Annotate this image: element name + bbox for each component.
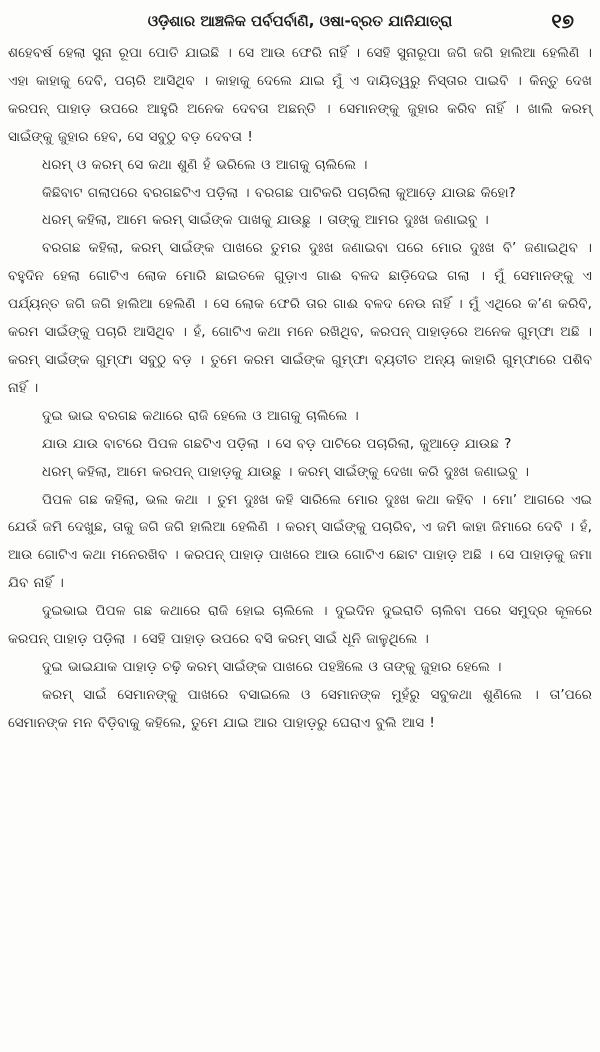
paragraph: କିଛିବାଟ ଗଲାପରେ ବରଗଛଟିଏ ପଡ଼ିଲା । ବରଗଛ ପାଟିକରି ପଚାରିଲା କୁଆଡ଼େ ଯାଉଛ କିହୋ? [42,184,516,201]
paragraph: ଦୁଇ ଭାଇଯାକ ପାହାଡ଼ ଚଢ଼ି କରମ୍ ସାଇଁଙ୍କ ପାଖରେ ପହଞ୍ଚିଲେ ଓ ତାଙ୍କୁ ଜୁହାର ହେଲେ । [42,658,502,675]
paragraph: ଧରମ୍ କହିଲା, ଆମେ କରମ୍ ସାଇଁଙ୍କ ପାଖକୁ ଯାଉଛୁ । ତାଙ୍କୁ ଆମର ଦୁଃଖ ଜଣାଇବୁ । [42,212,489,229]
body-text [8,40,592,738]
paragraph: ବରଗଛ କହିଲା, କରମ୍ ସାଇଁଙ୍କ ପାଖରେ ତୁମର ଦୁଃଖ ଜଣାଇବା ପରେ ମୋର ଦୁଃଖ ବି’ ଜଣାଇଥିବ । ବହୁଦିନ ହେଲା ଗୋଟିଏ ଲୋକ ମୋରି ଛାଇତଳେ ଗୁଡ଼ାଏ ଗାଈ ବଳଦ ଛାଡ଼ିଦେଇ ଗଲା । ମୁଁ ସେମାନଙ୍କୁ ଏ ପର୍ଯ୍ୟନ୍ତ ଜଗି ଜଗି ହାଲିଆ ହେଲିଣି । ସେ ଲୋକ ଫେରି ତାର ଗାଈ ବଳଦ ନେଉ ନାହିଁ । ମୁଁ ଏଥିରେ କ’ଣ କରିବି, କରମ ସାଇଁଙ୍କୁ ପଚାରି ଆସିଥିବ । ହଁ, ଗୋଟିଏ କଥା ମନେ ରଖିଥିବ, କରପନ୍ ପାହାଡ଼ରେ ଅନେକ ଗୁମ୍ଫା ଅଛି । କରମ୍ ସାଇଁଙ୍କ ଗୁମ୍ଫା ସବୁଠୁ ବଡ଼ । ତୁମେ କରମ ସାଇଁଙ୍କ ଗୁମ୍ଫା ବ୍ୟତୀତ ଅନ୍ୟ କାହାରି ଗୁମ୍ଫାରେ ପଶିବ ନାହିଁ । [8,240,593,396]
paragraph: ଶହେବର୍ଷ ହେଲା ସୁନା ରୂପା ପୋତି ଯାଇଛି । ସେ ଆଉ ଫେରି ନାହିଁ । ସେହି ସୁନାରୂପା ଜଗି ଜଗି ହାଲିଆ ହେଲିଣି । ଏହା କାହାକୁ ଦେବି, ପଚାରି ଆସିଥିବ । କାହାକୁ ଦେଲେ ଯାଇ ମୁଁ ଏ ଦାୟିତ୍ୱରୁ ନିସ୍ତାର ପାଇବି । କିନ୍ତୁ ଦେଖ କରପନ୍ ପାହାଡ଼ ଉପରେ ଆହୁରି ଅନେକ ଦେବତା ଅଛନ୍ତି । ସେମାନଙ୍କୁ ଜୁହାର କରିବ ନାହିଁ । ଖାଲି କରମ୍ ସାଇଁଙ୍କୁ ଜୁହାର ହେବ, ସେ ସବୁଠୁ ବଡ଼ ଦେବତା ! [8,45,592,145]
page-number: ୧୭ [551,9,574,33]
paragraph: ଦୁଇଭାଇ ପିପଳ ଗଛ କଥାରେ ରାଜି ହୋଇ ଚାଲିଲେ । ଦୁଇଦିନ ଦୁଇରାତି ଚାଲିବା ପରେ ସମୁଦ୍ର କୂଳରେ କରପନ୍ ପାହାଡ଼ ପଡ଼ିଲା । ସେହି ପାହାଡ଼ ଉପରେ ବସି କରମ୍ ସାଇଁ ଧୂନି ଜାଳୁଥିଲେ । [8,603,592,648]
paragraph: ପିପଳ ଗଛ କହିଲା, ଭଲ କଥା । ତୁମ ଦୁଃଖ କହି ସାରିଲେ ମୋର ଦୁଃଖ କଥା କହିବ । ମୋ’ ଆଗରେ ଏଇ ଯେଉଁ ଜମି ଦେଖୁଛ, ତାକୁ ଜଗି ଜଗି ହାଲିଆ ହେଲିଣି । କରମ୍ ସାଇଁଙ୍କୁ ପଚାରିବ, ଏ ଜମି କାହା ଜିମାରେ ଦେବି । ହଁ, ଆଉ ଗୋଟିଏ କଥା ମନେରଖିବ । କରପନ୍ ପାହାଡ଼ ପାଖରେ ଆଉ ଗୋଟିଏ ଛୋଟ ପାହାଡ଼ ଅଛି । ସେ ପାହାଡ଼କୁ ଜମା ଯିବ ନାହିଁ । [8,491,592,592]
running-title: ଓଡ଼ିଶାର ଆଞ୍ଚଳିକ ପର୍ବପର୍ବାଣି, ଓଷା-ବ୍ରତ ଯାନିଯାତ୍ରା [147,12,453,30]
paragraph: ଦୁଇ ଭାଇ ବରଗଛ କଥାରେ ରାଜି ହେଲେ ଓ ଆଗକୁ ଚାଲିଲେ । [42,407,359,424]
page-header [8,6,592,40]
paragraph: କରମ୍ ସାଇଁ ସେମାନଙ୍କୁ ପାଖରେ ବସାଇଲେ ଓ ସେମାନଙ୍କ ମୁହଁରୁ ସବୁକଥା ଶୁଣିଲେ । ତା’ପରେ ସେମାନଙ୍କ ମନ ବିଡ଼ିବାକୁ କହିଲେ, ତୁମେ ଯାଇ ଆର ପାହାଡ଼ରୁ ଘେରାଏ ବୁଲି ଆସ ! [8,686,592,731]
paragraph: ଧରମ୍ କହିଲା, ଆମେ କରପନ୍ ପାହାଡ଼କୁ ଯାଉଛୁ । କରମ୍ ସାଇଁଙ୍କୁ ଦେଖା କରି ଦୁଃଖ ଜଣାଇବୁ । [42,463,529,480]
paragraph: ଯାଉ ଯାଉ ବାଟରେ ପିପଳ ଗଛଟିଏ ପଡ଼ିଲା । ସେ ବଡ଼ ପାଟିରେ ପଚାରିଲା, କୁଆଡ଼େ ଯାଉଛ ? [42,435,512,452]
paragraph: ଧରମ୍ ଓ କରମ୍ ସେ କଥା ଶୁଣି ହଁ ଭରିଲେ ଓ ଆଗକୁ ଚାଲିଲେ । [42,156,368,173]
